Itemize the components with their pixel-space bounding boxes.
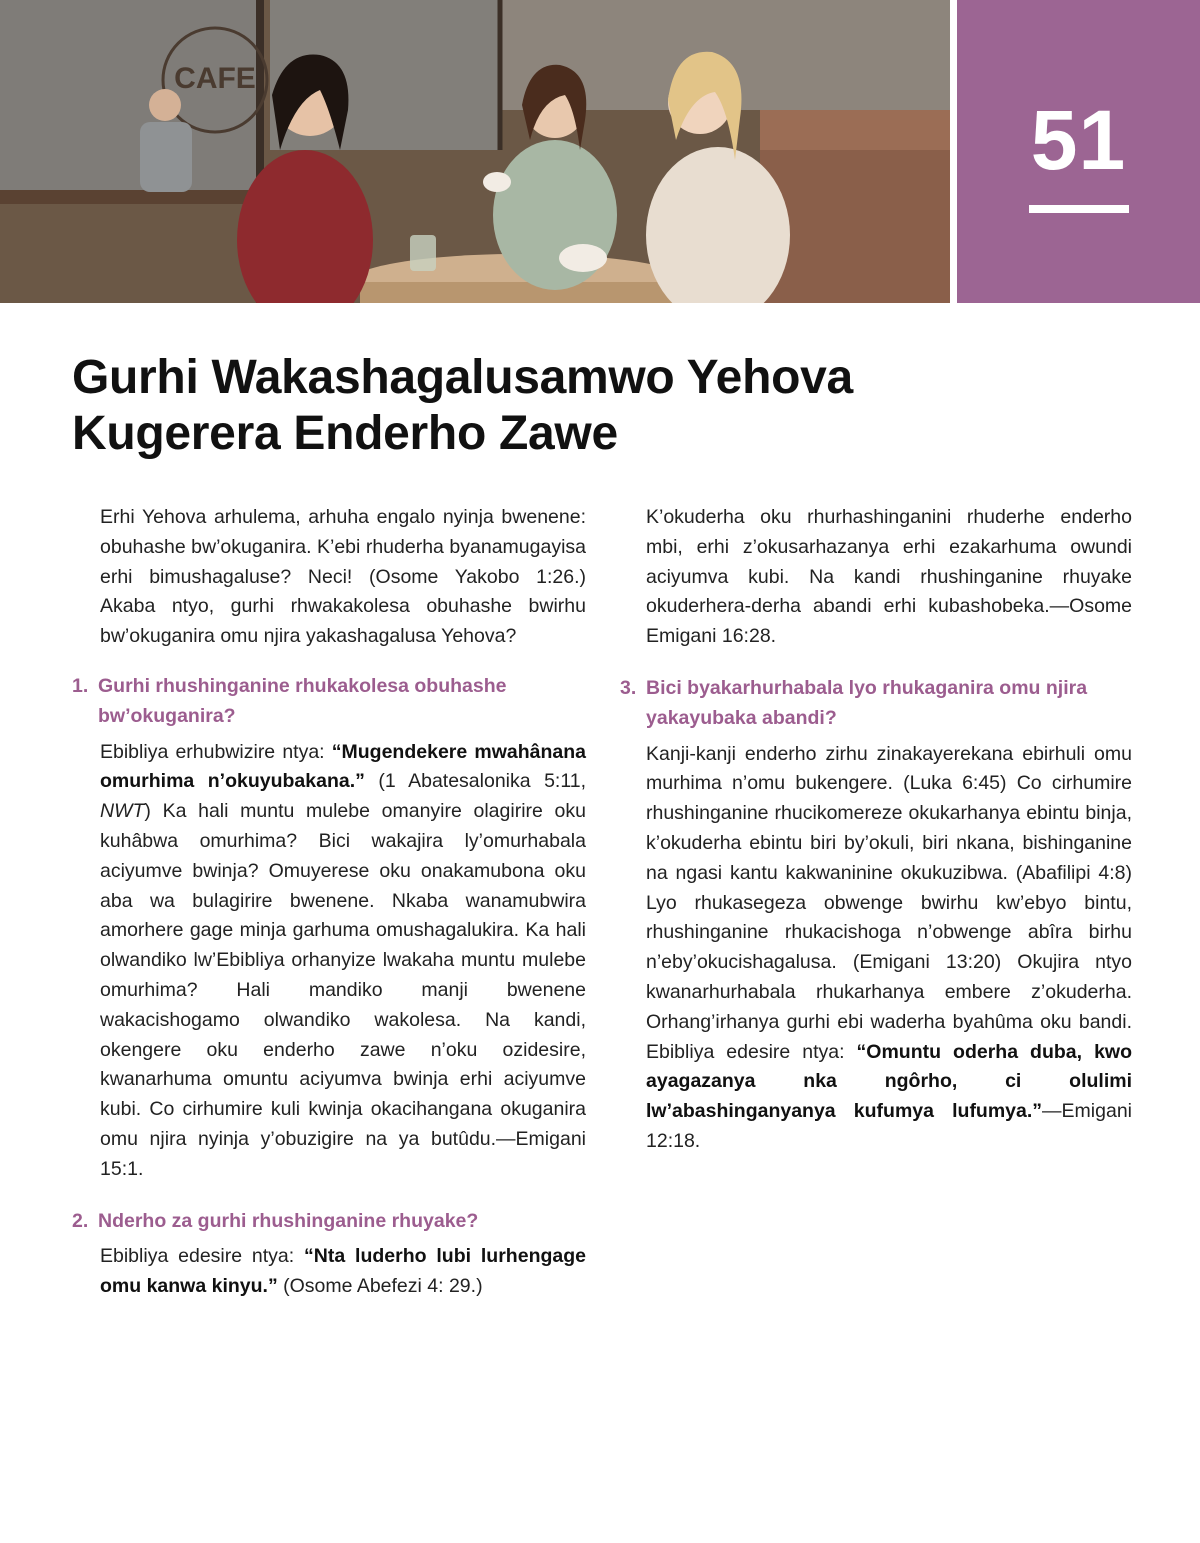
question-1-number: 1. bbox=[72, 674, 89, 697]
cafe-sign-text: CAFE bbox=[174, 62, 256, 95]
question-3-heading bbox=[620, 674, 1132, 734]
section-1-body: Ka hali muntu mulebe omanyire olagirire oku kuhâbwa omurhima? Bici wakajira ly’omurhabala aciyumve bwinja? Omuyerese oku onakamubona oku aba wa bulagirire bwenene. Nkaba wanamubwira amorhere gage minja garhuma omushagalukira. Ka hali olwandiko lw’Ebibliya orhanyize lwakaha muntu mulebe omurhima? Hali mandiko manji bwenene wakacishogamo olwandiko wakolesa. Na kandi, okengere oku enderho zawe n’oku ozidesire, kwanarhuma omuntu aciyumva bwinja erhi aciyumve kubi. Co cirhumire kuli kwinja okacihangana okuganira omu njira nyinja y’obuzigire na ya butûdu.—Emigani 15:1. bbox=[100, 800, 586, 1180]
section-2-paragraph-continued: K’okuderha oku rhurhashinganini rhuderhe enderho mbi, erhi z’okusarhazanya erhi ezakarhuma owundi aciyumva kubi. Na kandi rhushinganine rhuyake okuderhera-derha abandi erhi kubashobeka.—Osome Emigani 16:28. bbox=[646, 506, 1132, 648]
section-1-ref-open: (1 Abatesalonika 5:11, bbox=[364, 770, 586, 793]
lesson-number-underline bbox=[1029, 205, 1129, 213]
question-2-number: 2. bbox=[72, 1209, 89, 1232]
section-2-quote: “Nta luderho lubi lurhengage omu kanwa kinyu.” bbox=[100, 1245, 586, 1298]
section-3-paragraph bbox=[620, 740, 1132, 1157]
page-title-line-1: Gurhi Wakashagalusamwo Yehova bbox=[72, 351, 853, 404]
question-2-heading bbox=[72, 1207, 586, 1237]
section-3-ref: —Emigani 12:18. bbox=[646, 1100, 1132, 1152]
left-column bbox=[72, 503, 586, 1302]
lesson-number-box bbox=[957, 0, 1200, 303]
section-2-ref: (Osome Abefezi 4: 29.) bbox=[277, 1275, 483, 1298]
question-3-number: 3. bbox=[620, 676, 637, 699]
section-1-paragraph bbox=[72, 738, 586, 1185]
section-1-lead: Ebibliya erhubwizire ntya: bbox=[100, 740, 332, 763]
lesson-number: 51 bbox=[1030, 93, 1127, 187]
section-2-lead: Ebibliya edesire ntya: bbox=[100, 1245, 305, 1268]
question-1-heading bbox=[72, 672, 586, 732]
page-title-line-2: Kugerera Enderho Zawe bbox=[72, 407, 618, 460]
cafe-photo-illustration bbox=[0, 0, 950, 303]
hero-photo bbox=[0, 0, 950, 303]
section-1-ref-italic: NWT bbox=[100, 800, 145, 823]
section-3-quote: “Omuntu oderha duba, kwo ayagazanya nka ngôrho, ci olulimi lw’abashinganyanya kufumya lufumya.” bbox=[646, 1040, 1132, 1123]
intro-paragraph: Erhi Yehova arhulema, arhuha engalo nyinja bwenene: obuhashe bw’okuganira. K’ebi rhuderha byanamugayisa erhi bimushagaluse? Neci! (Osome Yakobo 1:26.) Akaba ntyo, gurhi rhwakakolesa obuhashe bwirhu bw’okuganira omu njira yakashagalusa Yehova? bbox=[100, 506, 586, 648]
question-2-text: Nderho za gurhi rhushinganine rhuyake? bbox=[98, 1209, 479, 1232]
question-1-text: Gurhi rhushinganine rhukakolesa obuhashe bw’okuganira? bbox=[98, 674, 507, 727]
section-3-body: Kanji-kanji enderho zirhu zinakayerekana ebirhuli omu murhima n’omu bukengere. (Luka 6:45) Co cirhumire rhushinganine rhucikomereze okukarhanya ebintu binja, k’okuderha ebintu biri by’okuli, biri nkana, bishinganine na ngasi kantu kakwaninine okukuzibwa. (Abafilipi 4:8) Lyo rhukasegeza obwenge bwirhu kw’ebyo bintu, rhushinganine rhukacishoga n’obwenge abîra birhu n’eby’okucishagalusa. (Emigani 13:20) Okujira ntyo kwanarhurhabala rhukarhanya embere z’okuderha. Orhang’irhanya gurhi ebi waderha byahûma oku bandi. Ebibliya edesire ntya: bbox=[646, 742, 1132, 1063]
section-2-paragraph-start bbox=[72, 1242, 586, 1302]
page-title bbox=[72, 350, 972, 462]
right-column bbox=[620, 503, 1132, 1157]
section-1-quote: “Mugendekere mwahânana omurhima n’okuyubakana.” bbox=[100, 740, 586, 793]
section-1-ref-close: ) bbox=[144, 800, 163, 823]
question-3-text: Bici byakarhurhabala lyo rhukaganira omu njira yakayubaka abandi? bbox=[646, 676, 1088, 729]
